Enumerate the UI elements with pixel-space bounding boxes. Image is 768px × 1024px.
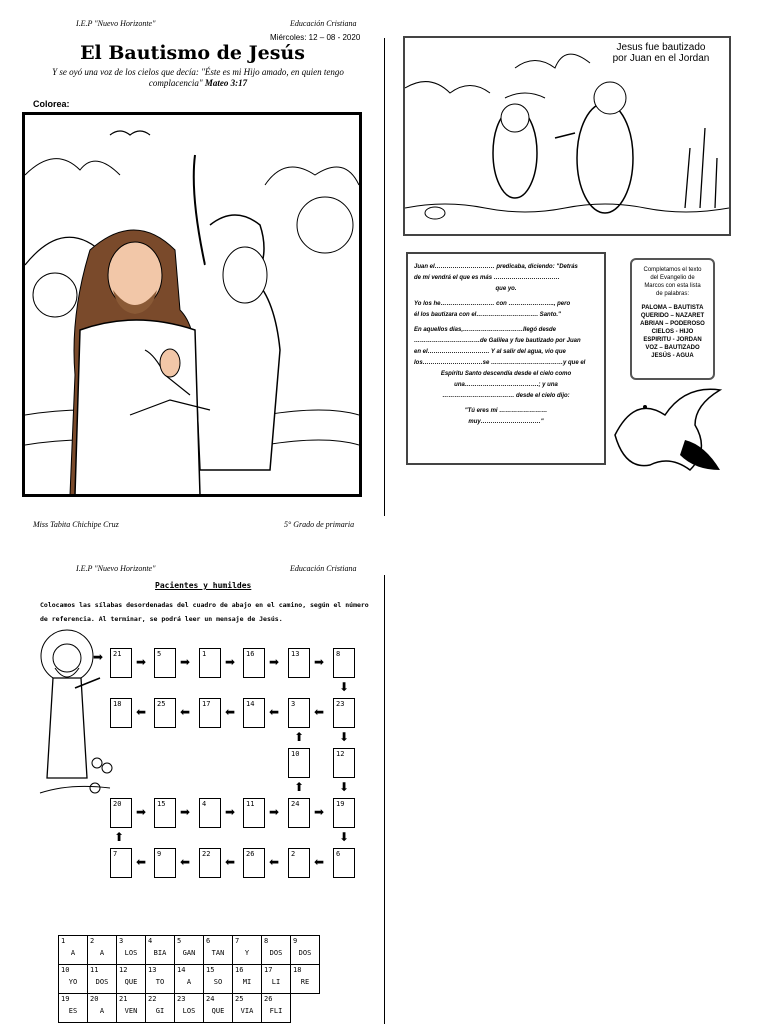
syllable-cell: [175, 965, 204, 994]
syllable-text: GI: [155, 1007, 165, 1015]
path-arrow-icon: ⬆: [294, 780, 305, 794]
path-cell[interactable]: 16: [243, 648, 265, 678]
syllable-cell: [233, 994, 262, 1023]
syllable-number: 21: [119, 995, 128, 1003]
path-arrow-icon: ➡: [314, 805, 325, 819]
syllable-number: 5: [177, 937, 182, 945]
path-cell[interactable]: 2: [288, 848, 310, 878]
word-list: [636, 304, 709, 360]
syllable-cell: [204, 965, 233, 994]
path-arrow-icon: ⬅: [314, 855, 325, 869]
word-list-item: QUERIDO – NAZARET: [640, 313, 705, 319]
syllable-cell: [146, 965, 175, 994]
syllable-text: TAN: [211, 949, 225, 957]
syllable-cell: [291, 965, 320, 994]
syllable-text: VIA: [240, 1007, 254, 1015]
path-cell[interactable]: 23: [333, 698, 355, 728]
path-cell[interactable]: 25: [154, 698, 176, 728]
path-arrow-icon: ⬅: [180, 705, 191, 719]
syllable-row: [59, 965, 320, 994]
caption-line-1: Jesus fue bautizado: [616, 42, 706, 53]
path-cell[interactable]: 21: [110, 648, 132, 678]
fill-in-line: en el…………………………. Y al salir del agua, vio que: [414, 349, 566, 355]
quote-text: Y se oyó una voz de los cielos que decía: "Éste es mi Hijo amado, en quien tengo complacencia": [52, 67, 344, 88]
syllable-number: 22: [148, 995, 157, 1003]
teacher-name: Miss Tabita Chichipe Cruz: [33, 520, 119, 529]
syllable-cell: [175, 936, 204, 965]
word-list-box: [630, 258, 715, 380]
fill-in-text: [414, 262, 598, 428]
path-arrow-icon: ➡: [269, 655, 280, 669]
syllable-number: 15: [206, 966, 215, 974]
word-list-intro-line: del Evangelio de: [650, 275, 695, 281]
subject-name: Educación Cristiana: [290, 19, 357, 28]
path-arrow-icon: ➡: [225, 655, 236, 669]
syllable-cell: [291, 936, 320, 965]
syllable-number: 11: [90, 966, 99, 974]
syllable-text: DOS: [269, 949, 283, 957]
path-arrow-icon: ⬅: [269, 705, 280, 719]
coloring-illustration: [22, 112, 362, 497]
syllable-text: Y: [244, 949, 250, 957]
word-list-intro-line: de palabras:: [655, 291, 690, 297]
path-cell[interactable]: 3: [288, 698, 310, 728]
syllable-text: RE: [300, 978, 310, 986]
school-name-2: I.E.P "Nuevo Horizonte": [76, 564, 156, 573]
fill-in-line: los…………………………se ………………………………y que el: [414, 360, 586, 366]
syllable-cell: [233, 936, 262, 965]
path-cell[interactable]: 9: [154, 848, 176, 878]
syllable-cell: [88, 994, 117, 1023]
path-cell[interactable]: 19: [333, 798, 355, 828]
syllable-text: YO: [68, 978, 78, 986]
syllable-cell: [117, 936, 146, 965]
path-cell[interactable]: 11: [243, 798, 265, 828]
word-list-item: CIELOS - HIJO: [651, 329, 694, 335]
syllable-cell: [204, 994, 233, 1023]
dove-icon: [110, 131, 150, 135]
path-cell[interactable]: 20: [110, 798, 132, 828]
syllable-cell: [233, 965, 262, 994]
syllable-number: 12: [119, 966, 128, 974]
syllable-cell: [204, 936, 233, 965]
fill-in-line: "Tú eres mi ……………………: [464, 408, 548, 414]
path-arrow-icon: ➡: [314, 655, 325, 669]
grade-label: 5° Grado de primaria: [284, 520, 355, 529]
syllable-number: 20: [90, 995, 99, 1003]
path-cell[interactable]: 8: [333, 648, 355, 678]
syllable-number: 4: [148, 937, 153, 945]
baptism-caption-panel: [403, 36, 731, 236]
syllable-number: 25: [235, 995, 244, 1003]
syllable-text: A: [99, 949, 105, 957]
syllable-text: MI: [242, 978, 252, 986]
path-cell[interactable]: 12: [333, 748, 355, 778]
syllable-number: 17: [264, 966, 273, 974]
path-cell[interactable]: 4: [199, 798, 221, 828]
date-line: Miércoles: 12 – 08 - 2020: [270, 33, 361, 42]
syllable-text: SO: [213, 978, 223, 986]
path-arrow-icon: ⬅: [136, 705, 147, 719]
path-arrow-icon: ➡: [93, 650, 104, 664]
path-cell[interactable]: 15: [154, 798, 176, 828]
syllable-cell: [175, 994, 204, 1023]
path-arrow-icon: ⬅: [136, 855, 147, 869]
path-cell[interactable]: 13: [288, 648, 310, 678]
syllable-cell: [262, 936, 291, 965]
syllable-cell: [262, 994, 291, 1023]
path-cell[interactable]: 5: [154, 648, 176, 678]
syllable-cell: [88, 965, 117, 994]
syllable-number: 9: [293, 937, 298, 945]
syllable-number: 13: [148, 966, 157, 974]
page-divider-2: [384, 575, 385, 1024]
syllable-text: LI: [271, 978, 281, 986]
quote-reference: Mateo 3:17: [204, 78, 248, 88]
dove-icon: [605, 385, 735, 480]
syllable-text: DOS: [95, 978, 109, 986]
fill-in-line: En aquellos días,…………………………llegó desde: [414, 327, 557, 333]
fill-in-line: Yo los he……………………… con ………………….., pero: [414, 301, 571, 307]
syllable-number: 26: [264, 995, 273, 1003]
syllable-table: [58, 935, 320, 1023]
school-name: I.E.P "Nuevo Horizonte": [76, 19, 156, 28]
syllable-number: 6: [206, 937, 211, 945]
syllable-text: ES: [68, 1007, 78, 1015]
fill-in-line: que yo.: [495, 286, 517, 292]
path-arrow-icon: ⬅: [180, 855, 191, 869]
syllable-cell: [59, 994, 88, 1023]
fill-in-line: Espíritu Santo descendía desde el cielo como: [440, 371, 572, 377]
word-list-intro-line: Completamos el texto: [643, 267, 702, 273]
path-cell[interactable]: 6: [333, 848, 355, 878]
syllable-cell: [146, 936, 175, 965]
activity-title: Pacientes y humildes: [155, 581, 252, 590]
syllable-number: 14: [177, 966, 186, 974]
path-arrow-icon: ➡: [180, 805, 191, 819]
fill-in-line: una……………………………….; y una: [454, 382, 558, 388]
syllable-number: 3: [119, 937, 124, 945]
syllable-number: 8: [264, 937, 269, 945]
path-cell[interactable]: 17: [199, 698, 221, 728]
path-arrow-icon: ➡: [180, 655, 191, 669]
syllable-number: 7: [235, 937, 240, 945]
syllable-number: 1: [61, 937, 66, 945]
syllable-number: 2: [90, 937, 95, 945]
path-arrow-icon: ⬅: [314, 705, 325, 719]
colorea-label: Colorea:: [33, 99, 70, 109]
syllable-number: 19: [61, 995, 70, 1003]
syllable-cell: [59, 965, 88, 994]
syllable-cell: [59, 936, 88, 965]
activity-instructions: Colocamos las sílabas desordenadas del cuadro de abajo en el camino, según el número de referencia. Al terminar, se podrá leer un mensaje de Jesús.: [40, 601, 369, 623]
word-list-item: ESPIRITU - JORDAN: [643, 337, 702, 343]
syllable-text: A: [70, 949, 76, 957]
path-cell[interactable]: 18: [110, 698, 132, 728]
word-list-item: VOZ – BAUTIZADO: [645, 345, 700, 351]
path-arrow-icon: ⬅: [225, 705, 236, 719]
path-arrow-icon: ⬅: [269, 855, 280, 869]
fill-in-line: muy…………………………": [468, 419, 544, 425]
path-cell[interactable]: 10: [288, 748, 310, 778]
path-cell[interactable]: 7: [110, 848, 132, 878]
path-arrow-icon: ➡: [269, 805, 280, 819]
path-cell[interactable]: 22: [199, 848, 221, 878]
path-arrow-icon: ➡: [136, 805, 147, 819]
word-list-intro: [636, 266, 709, 298]
fill-in-line: él los bautizara con el…………………………. Santo.": [414, 312, 561, 318]
syllable-text: FLI: [269, 1007, 283, 1015]
fill-in-line: ……………………………… desde el cielo dijo:: [442, 393, 570, 399]
path-cell[interactable]: 24: [288, 798, 310, 828]
path-arrow-icon: ⬆: [114, 830, 125, 844]
path-arrow-icon: ⬇: [339, 680, 350, 694]
word-list-item: PALOMA – BAUTISTA: [641, 305, 704, 311]
syllable-number: 16: [235, 966, 244, 974]
jordan-drawing: [405, 38, 729, 234]
path-arrow-icon: ⬇: [339, 830, 350, 844]
syllable-text: A: [99, 1007, 105, 1015]
syllable-number: 23: [177, 995, 186, 1003]
syllable-number: 10: [61, 966, 70, 974]
syllable-text: QUE: [124, 978, 138, 986]
syllable-cell: [117, 965, 146, 994]
syllable-text: VEN: [124, 1007, 138, 1015]
syllable-text: DOS: [298, 949, 312, 957]
path-arrow-icon: ⬅: [225, 855, 236, 869]
word-list-intro-line: Marcos con esta lista: [644, 283, 701, 289]
path-arrow-icon: ⬇: [339, 780, 350, 794]
syllable-text: BIA: [153, 949, 167, 957]
path-arrow-icon: ➡: [136, 655, 147, 669]
word-list-item: JESÚS - AGUA: [651, 353, 694, 359]
syllable-row: [59, 994, 320, 1023]
syllable-cell: [117, 994, 146, 1023]
word-list-item: ABRIAN – PODEROSO: [640, 321, 705, 327]
path-arrow-icon: ⬇: [339, 730, 350, 744]
syllable-text: QUE: [211, 1007, 225, 1015]
path-cell[interactable]: 26: [243, 848, 265, 878]
syllable-text: GAN: [182, 949, 196, 957]
bible-quote: [28, 67, 368, 89]
page-title: El Bautismo de Jesús: [80, 42, 305, 64]
fill-in-line: de mí vendrá el que es más ……………………………: [414, 275, 560, 281]
syllable-number: 24: [206, 995, 215, 1003]
syllable-cell: [88, 936, 117, 965]
path-cell[interactable]: 1: [199, 648, 221, 678]
syllable-text: LOS: [182, 1007, 196, 1015]
subject-name-2: Educación Cristiana: [290, 564, 357, 573]
syllable-number: 18: [293, 966, 302, 974]
syllable-text: A: [186, 978, 192, 986]
path-arrow-icon: ➡: [225, 805, 236, 819]
fill-in-line: ……………………………de Galilea y fue bautizado por Juan: [414, 338, 581, 344]
path-arrow-icon: ⬆: [294, 730, 305, 744]
syllable-cell: [262, 965, 291, 994]
syllable-text: TO: [155, 978, 165, 986]
syllable-cell: [146, 994, 175, 1023]
page-divider: [384, 38, 385, 516]
fill-in-line: Juan el………………………… predicaba, diciendo: "Detrás: [414, 264, 578, 270]
syllable-text: LOS: [124, 949, 138, 957]
path-cell[interactable]: 14: [243, 698, 265, 728]
syllable-row: [59, 936, 320, 965]
baptism-drawing: [25, 115, 359, 494]
caption-line-2: por Juan en el Jordan: [612, 53, 710, 64]
fill-in-text-card: [406, 252, 606, 465]
